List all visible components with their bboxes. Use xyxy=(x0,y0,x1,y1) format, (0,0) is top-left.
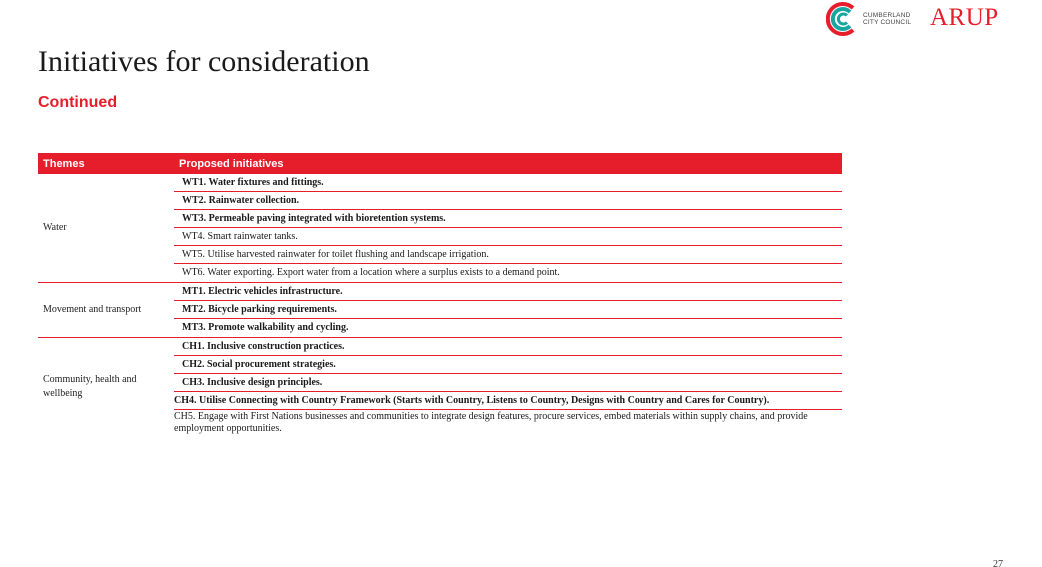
header-proposed-initiatives: Proposed initiatives xyxy=(179,157,284,170)
initiative-row: WT6. Water exporting. Export water from a location where a surplus exists to a demand point. xyxy=(182,267,560,278)
page-subtitle: Continued xyxy=(38,94,118,111)
initiative-row: CH4. Utilise Connecting with Country Framework (Starts with Country, Listens to Country, Designs with Country and Cares for Country). xyxy=(174,392,842,410)
initiative-row: MT1. Electric vehicles infrastructure. xyxy=(174,283,842,301)
initiative-row: WT5. Utilise harvested rainwater for toilet flushing and landscape irrigation. xyxy=(174,246,842,264)
page-title: Initiatives for consideration xyxy=(38,45,370,78)
header-themes: Themes xyxy=(43,157,85,170)
arup-logo: ARUP xyxy=(930,4,999,31)
page-number: 27 xyxy=(993,559,1003,567)
initiative-row: WT3. Permeable paving integrated with bioretention systems. xyxy=(174,210,842,228)
initiative-row: WT4. Smart rainwater tanks. xyxy=(174,228,842,246)
initiative-row: WT2. Rainwater collection. xyxy=(174,192,842,210)
initiative-row: CH3. Inclusive design principles. xyxy=(174,374,842,392)
theme-cell: Community, health and wellbeing xyxy=(43,374,137,399)
initiatives-table xyxy=(38,153,842,436)
theme-group-water xyxy=(38,174,842,283)
initiative-row: MT3. Promote walkability and cycling. xyxy=(182,322,349,333)
council-c-icon xyxy=(826,0,860,38)
initiative-row: CH1. Inclusive construction practices. xyxy=(174,338,842,356)
theme-cell: Water xyxy=(43,222,67,233)
initiative-row: CH2. Social procurement strategies. xyxy=(174,356,842,374)
theme-group-movement xyxy=(38,283,842,338)
theme-group-community xyxy=(38,338,842,436)
council-logo-text: CUMBERLAND CITY COUNCIL xyxy=(863,12,912,26)
cumberland-council-logo xyxy=(826,0,911,38)
initiative-row: MT2. Bicycle parking requirements. xyxy=(174,301,842,319)
table-header xyxy=(38,153,842,174)
theme-cell: Movement and transport xyxy=(43,304,142,315)
initiative-row: CH5. Engage with First Nations businesses and communities to integrate design features, procure services, embed materials within supply chains, and provide employment opportunities. xyxy=(174,411,808,434)
initiative-row: WT1. Water fixtures and fittings. xyxy=(174,174,842,192)
